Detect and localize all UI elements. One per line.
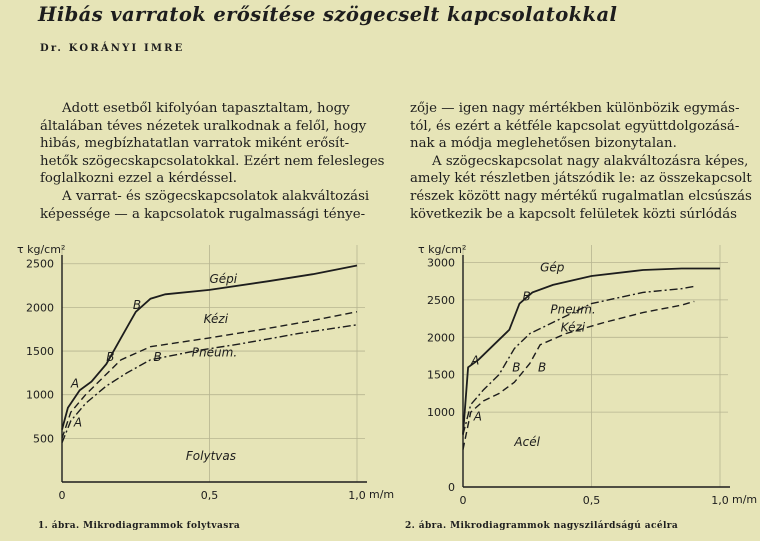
x-tick-label: 1,0 — [711, 494, 729, 507]
point-label: B — [522, 289, 531, 304]
text-line: Adott esetből kifolyóan tapasztaltam, hogy — [62, 101, 350, 116]
x-tick-label: 0 — [459, 494, 467, 507]
y-tick-label: 2000 — [26, 301, 54, 315]
point-label: B — [537, 360, 547, 375]
series-label: Kézi — [560, 320, 586, 335]
text-line: amely két részletben játszódik le: az összekapcsolt — [410, 171, 752, 187]
y-tick-label: 2500 — [427, 293, 455, 307]
text-line: nak a módja meglehetősen bizonytalan. — [410, 136, 677, 152]
text-line: hetők szögecskapcsolatokkal. Ezért nem felesleges — [40, 153, 385, 169]
point-label: A — [70, 376, 80, 391]
text-line: A szögecskapcsolat nagy alakváltozásra képes, — [432, 153, 749, 169]
y-tick-label: 1500 — [427, 368, 455, 382]
x-axis-label: m/m — [369, 488, 395, 501]
figure-2-caption: 2. ábra. Mikrodiagrammok nagyszilárdságú acélra — [405, 521, 679, 531]
text-line: hibás, megbízhatatlan varratok miként erősít- — [40, 136, 350, 152]
y-tick-label: 2000 — [427, 331, 455, 345]
text-line: részek között nagy mértékű rugalmatlan elcsúszás — [410, 188, 752, 204]
point-label: B — [153, 350, 162, 365]
figure-1-caption: 1. ábra. Mikrodiagrammok folytvasra — [38, 521, 241, 531]
y-tick-label: 0 — [448, 481, 455, 494]
chart-annotation: Folytvas — [185, 449, 236, 464]
y-tick-label: 1000 — [427, 406, 455, 420]
text-line: tól, és ezért a kétféle kapcsolat együttdolgozásá- — [410, 118, 740, 134]
y-axis-label: τ kg/cm² — [17, 243, 66, 256]
article-title: Hibás varratok erősítése szögecselt kapcsolatokkal — [38, 3, 618, 26]
point-label: A — [73, 415, 83, 430]
series-label: Gép — [540, 260, 565, 275]
x-tick-label: 1,0 — [348, 489, 366, 502]
point-label: B — [512, 360, 521, 375]
article-author: Dr. KORÁNYI IMRE — [40, 43, 185, 54]
series-label: Kézi — [203, 312, 229, 327]
x-tick-label: 0 — [58, 489, 66, 502]
y-tick-label: 2500 — [26, 257, 54, 271]
text-line: képessége — a kapcsolatok rugalmassági ténye- — [40, 206, 366, 222]
point-label: B — [106, 350, 115, 365]
y-tick-label: 3000 — [427, 256, 455, 270]
y-tick-label: 1000 — [26, 388, 54, 402]
x-axis-label: m/m — [732, 493, 758, 506]
y-tick-label: 1500 — [26, 345, 54, 359]
y-tick-label: 500 — [33, 432, 54, 446]
point-label: A — [471, 353, 480, 368]
chart-annotation: Acél — [514, 434, 540, 449]
point-label: A — [473, 409, 482, 424]
x-tick-label: 0,5 — [582, 494, 601, 507]
point-label: B — [132, 297, 142, 312]
text-line: általában téves nézetek uralkodnak a felől, hogy — [40, 118, 367, 134]
series-label: Pneum. — [550, 302, 596, 317]
y-axis-label: τ kg/cm² — [418, 243, 467, 256]
series-label: Pneum. — [191, 345, 238, 360]
x-tick-label: 0,5 — [200, 489, 219, 502]
text-line: következik be a kapcsolt felületek közti súrlódás — [410, 206, 737, 222]
series-label: Gépi — [209, 271, 238, 286]
text-line: A varrat- és szögecskapcsolatok alakváltozási — [62, 188, 370, 204]
text-line: foglalkozni ezzel a kérdéssel. — [40, 171, 238, 187]
text-line: zője — igen nagy mértékben különbözik egymás- — [410, 101, 740, 116]
